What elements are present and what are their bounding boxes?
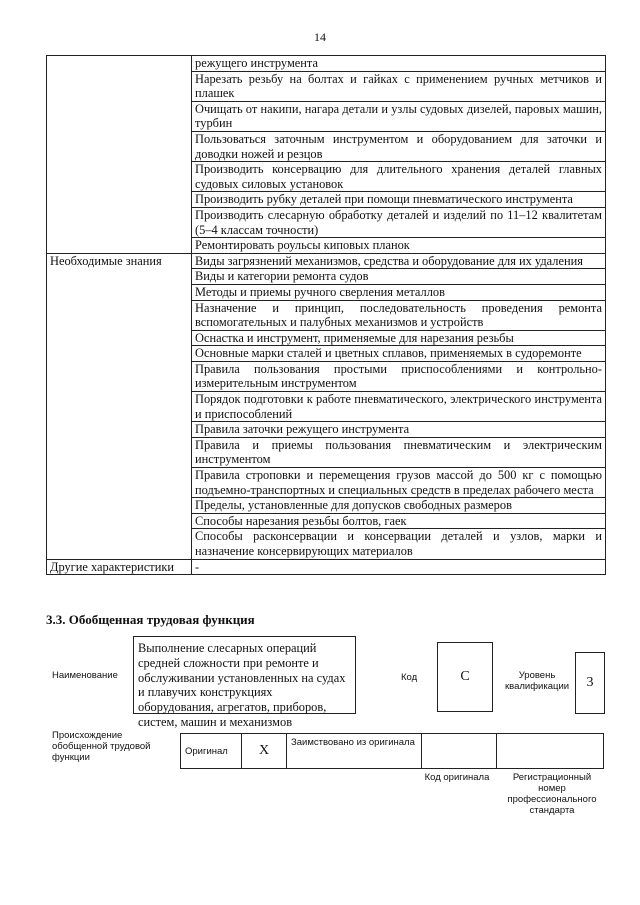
code-box: С: [437, 642, 493, 712]
origin-label: Происхождение обобщенной трудовой функции: [52, 730, 151, 763]
row-value: Оснастка и инструмент, применяемые для нарезания резьбы: [192, 330, 606, 346]
row-value: Производить консервацию для длительного хранения деталей главных судовых силовых установок: [192, 162, 606, 192]
code-label: Код: [401, 672, 418, 683]
row-value: Виды и категории ремонта судов: [192, 269, 606, 285]
registration-number-caption: Регистрационный номер профессионального стандарта: [507, 772, 597, 816]
row-value: Методы и приемы ручного сверления металлов: [192, 284, 606, 300]
function-name-box: Выполнение слесарных операций средней сложности при ремонте и обслуживании установленных на судах и плавучих конструкциях оборудования, агрегатов, приборов, систем, машин и механизмов: [133, 636, 356, 714]
row-value: Очищать от накипи, нагара детали и узлы судовых дизелей, паровых машин, турбин: [192, 101, 606, 131]
row-value: Пользоваться заточным инструментом и оборудованием для заточки и доводки ножей и резцов: [192, 131, 606, 161]
row-value: Назначение и принцип, последовательность проведения ремонта вспомогательных и палубных механизмов и устройств: [192, 300, 606, 330]
original-code-caption: Код оригинала: [424, 772, 490, 783]
original-code-cell: [422, 734, 497, 769]
row-value: режущего инструмента: [192, 56, 606, 72]
original-mark: X: [242, 734, 287, 769]
row-value: Порядок подготовки к работе пневматического, электрического инструмента и приспособлений: [192, 392, 606, 422]
table-row: [47, 253, 606, 269]
row-value: Правила заточки режущего инструмента: [192, 422, 606, 438]
page-number: 14: [314, 30, 326, 44]
row-value: -: [192, 559, 606, 575]
row-value: Правила и приемы пользования пневматическим и электрическим инструментом: [192, 437, 606, 467]
row-value: Способы расконсервации и консервации деталей и узлов, марки и назначение консервирующих материалов: [192, 529, 606, 559]
registration-number-cell: [497, 734, 604, 769]
row-label: Другие характеристики: [47, 559, 192, 575]
row-value: Пределы, установленные для допусков свободных размеров: [192, 498, 606, 514]
row-value: Виды загрязнений механизмов, средства и оборудование для их удаления: [192, 253, 606, 269]
row-value: Производить рубку деталей при помощи пневматического инструмента: [192, 192, 606, 208]
row-value: Правила строповки и перемещения грузов массой до 500 кг с помощью подъемно-транспортных и специальных средств в пределах рабочего места: [192, 468, 606, 498]
qualification-level-box: 3: [575, 652, 605, 714]
section-title: 3.3. Обобщенная трудовая функция: [46, 612, 255, 627]
row-value: Ремонтировать роульсы киповых планок: [192, 238, 606, 254]
row-label: Необходимые знания: [47, 253, 192, 559]
row-value: Способы нарезания резьбы болтов, гаек: [192, 513, 606, 529]
row-label: [47, 56, 192, 254]
row-value: Основные марки сталей и цветных сплавов, применяемых в судоремонте: [192, 346, 606, 362]
name-label: Наименование: [52, 670, 118, 681]
row-value: Нарезать резьбу на болтах и гайках с применением ручных метчиков и плашек: [192, 71, 606, 101]
table-row: [47, 559, 606, 575]
table-row: [47, 56, 606, 72]
origin-table: [180, 733, 604, 769]
qualification-level-label: Уровень квалификации: [505, 670, 570, 692]
skills-table: [46, 55, 606, 575]
original-label: Оригинал: [181, 734, 242, 769]
row-value: Правила пользования простыми приспособлениями и контрольно-измерительным инструментом: [192, 361, 606, 391]
row-value: Производить слесарную обработку деталей и изделий по 11–12 квалитетам (5–4 классам точности): [192, 207, 606, 237]
borrowed-label: Заимствовано из оригинала: [287, 734, 422, 769]
